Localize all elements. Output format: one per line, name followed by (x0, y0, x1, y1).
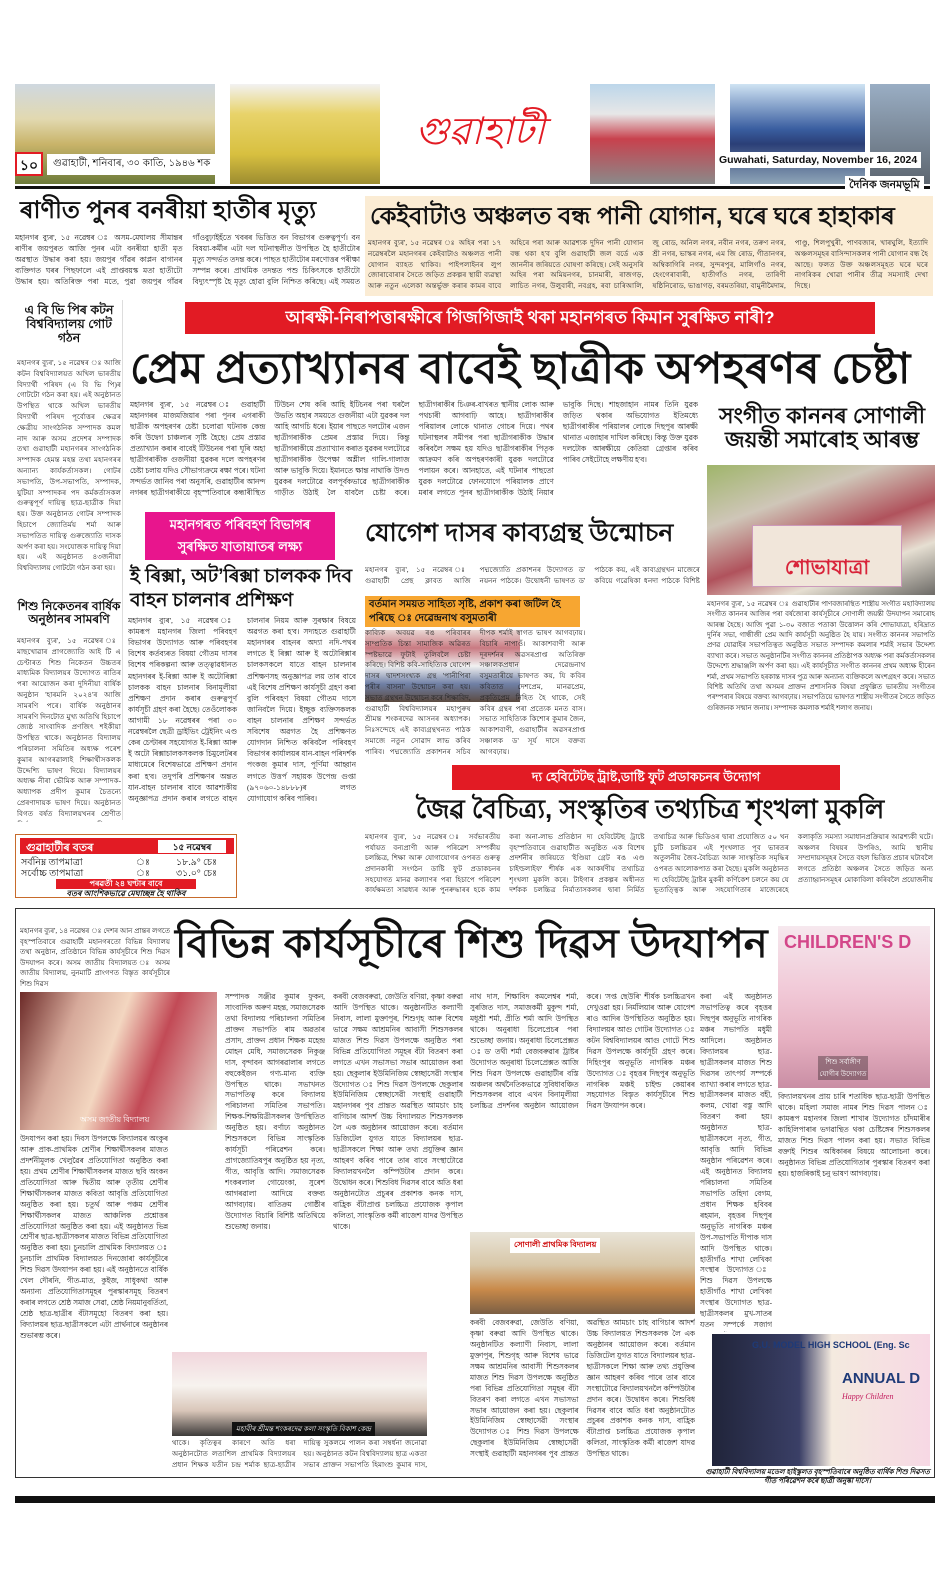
gu-model-school-photo (712, 1334, 930, 1466)
childrens-day-col6: কৰা এই অনুষ্ঠানত সভাপতিত্ব কৰে বৃহত্তৰ দিছপুৰ অনুভূতি নাগৰিক মঞ্চৰ সভাপতি মধুমী আদিলে। অনুষ্ঠানত বিদ্যালয়ৰ ছাত্ৰ-ছাত্ৰীসকলৰ মাজত শিশু দিৱসৰ তাৎপৰ্য সম্পৰ্কে ব্যাখ্যা কৰাৰ লগতে ছাত্ৰ-ছাত্ৰীসকলৰ মাজত বহী, কলম, খোৱা বস্তু আদি বিতৰণ কৰা হয়। অনুষ্ঠানত ছাত্ৰ-ছাত্ৰীসকলে নৃত্য, গীত, আবৃত্তি আদি বিভিন্ন অনুষ্ঠান পৰিৱেশন কৰে। এই অনুষ্ঠানত বিদ্যালয় পৰিচালনা সমিতিৰ সভাপতি তহিদা বেগম, প্ৰধান শিক্ষক হবিবৰ ৰহমান, বৃহত্তৰ দিছপুৰ অনুভূতি নাগৰিক মঞ্চৰ উপ-সভাপতি দীপাক দাস আদি উপস্থিত থাকে। হাতীগাঁও শাখা লেখিকা সংস্থাৰ উদ্যোগত ঃ শিশু দিৱস উপলক্ষে হাতীগাঁও শাখা লেখিকা সংস্থাৰ উদ্যোগত ছাত্ৰ-ছাত্ৰীসকলৰ মুখ-সাতৰ যতন সম্পৰ্কে সজাগ (700, 992, 772, 1330)
childrens-day-col4: নাথ দাস, শিক্ষাবিদ কমলেশ্বৰ শৰ্মা, সুৰজিত দাস, সমাজকৰ্মী মুকুন্দ শৰ্মা, মধুশ্ৰী শৰ্মা, প্ৰীতি শৰ্মা আদি উপস্থিত থাকে। অনুৰাধা চিলেপ্ৰেচৰ পৰা শুভেচ্ছা জনায়। অনুৰাধা চিলেপ্ৰেক্সত ঃ ড' তথী শৰ্মা বেজবৰুৱাৰ ট্ৰাষ্টৰ উদ্যোগত অনুৰাধা চিলেপ্ৰেক্সত আজি শিশু দিৱস উপলক্ষে গুৱাহাটীৰ বস্তি অঞ্চলৰ অৰ্থনৈতিকভাৱে সুবিধাবঞ্চিত শিশুসকলৰ বাবে এখন বিনামূলীয়া চলচ্চিত্ৰ প্ৰদৰ্শনৰ অনুষ্ঠান আয়োজন কৰে। 'সপ্ত ছেউৰি' শীৰ্ষক চলচ্চিত্ৰখন দেখুওৱা হয়। নিৰ্মলিয়াৰ আৰু যোগেশ ৰাও আদিৰ উপস্থিতিত অনুষ্ঠিত হয়। বিদ্যালয়ৰ আগু গোটৰ উদ্যোগত ঃ কটন বিশ্ববিদ্যালয়ৰ আগু গোটে শিশু দিৱস উপলক্ষে কাৰ্যসূচী গ্ৰহণ কৰে। দিহিংপুৰ অনুভূতি নাগৰিক মঞ্চৰ উদ্যোগত ঃ বৃহত্তৰ দিছপুৰ অনুভূতি নাগৰিক মঞ্চই চাইল্ড কেয়াৰৰ সহযোগত বিস্তৃত কাৰ্যসূচীৰে শিশু দিৱস উদযাপন কৰে। (470, 992, 695, 1111)
sangeet-body: মহানগৰ ব্যুৰ', ১৫ নৱেম্বৰ ঃ গুৱাহাটীৰ পাণবজাৰস্থিত শাস্ত্ৰীয় সংগীত মহাবিদ্যালয় সংগীত কাননৰ আজিৰ পৰা বৰ্ষজোৰা কাৰ্যসূচীৰে সোণালী জয়ন্তী উদযাপন সমাৰোহ আৰম্ভ হৈছে। আজি পুৱা ১-৩০ বজাত পতাকা উত্তোলন কৰি শোভাযাত্ৰা, হৰিদ্ৰাত দুৰ্নিৰ সভা, গান্ধীজী প্ৰেম আদি কাৰ্যসূচী অনুষ্ঠিত হৈ যায়। সংগীত কাননৰ সভাপতি প্ৰণৱ যোৱাইৰ সভাপতিত্বত অনুষ্ঠিত সভাত সম্পাদক কমলাৰ শৰ্মাই সভাৰ উদ্দেশ্য ব্যাখ্যা কৰে। সভাত অনুষ্ঠানটিৰ সংগীত কাননৰ প্ৰতিষ্ঠাপক অধ্যক্ষ পৰা কৰ্মকৰ্তাসকলৰ উদ্দেশ্যে শ্ৰদ্ধাঞ্জলি অৰ্পণ কৰা হয়। এই কাৰ্যসূচীত সংগীত কাননৰ প্ৰথম অধ্যক্ষ হীৰেন শৰ্মা, প্ৰথম সভাপতি হৰকান্ত দাসৰ পুত্ৰ আৰু অন্যান্য ব্যক্তিকলে অংশগ্ৰহণ কৰে। সভাত বিশিষ্ট অতিথি তথা অসমৰ প্ৰাক্তন প্ৰশাসনিক বিষয়া প্ৰফুল্লিত ভাৰতীয় সংগীতৰ পৰম্পৰাৰ বিষয়ে বক্তব্য আগবঢ়ায়। সভাপতিয়ে ভাষণত শাস্ত্ৰীয় সংগীতৰ সৈতে জড়িত গুৰিজনক সন্মান জনায়। সম্পাদক কমলাক শৰ্মাই শলাগ জনায়। (707, 601, 935, 712)
yogesh-body: কাব্যিক অবয়ৱ ৰঙ পৰিবাৰৰ সাম্প্ৰতিক চিন্তা সামাজিক অৱিৰত স্পষ্টভাৱে ফুটাই তুলিবলৈ চেষ্টা কৰিছে। বিশিষ্ট কবি-সাহিত্যিক যোগেশ দাসৰ দ্বাদশসংখ্যক গ্ৰন্থ 'পানীপিৰা পৰীৰ বাসনা' উন্মোচন কৰা হয়। সভাত গ্ৰন্থখন উন্মোচন কৰে শিক্ষাবিদ, গুৱাহাটী বিশ্ববিদ্যালয়ৰ মহাপুৰুষ শ্ৰীমন্ত শংকৰদেৱ আসনৰ অধ্যাপক। নিঃসন্দেহে এই কাব্যগ্ৰন্থখনত পাঠক সমাজে নতুন সোৱাদ লাভ কৰিব পাৰিব। পদ্মজ্যোতি প্ৰকাশনৰ সচিব দীপক শৰ্মাই স্বাগত ভাষণ আগবঢ়ায়। বিচাৰি নাপাওঁ। আকাশবাণী আৰু দূৰদৰ্শনৰ অৱসৰপ্ৰাপ্ত অতিৰিক্ত সঞ্চালকপ্ৰধান দেৱেন্দ্ৰনাথ বসুমতাৰীয়ে ভাষণত কয়, যি কবিৰ কবিতাত দেশপ্ৰেম, মানৱপ্ৰেম, প্ৰকৃতিপ্ৰেম নিহিত হৈ থাকে, সেই কবিৰ গ্ৰন্থৰ পৰা প্ৰত্যেক মনত বাস। সভাত সাহিত্যিক কিশোৰ কুমাৰ জৈন, আকাশবাণী, গুৱাহাটীৰ অৱসৰপ্ৰাপ্ত সঞ্চালক ড' সূৰ্য দাসে বক্তব্য আগবঢ়ায়। (365, 629, 586, 756)
forecast-title: পৰৱৰ্তী ২৪ ঘণ্টাৰ বাবে (56, 879, 196, 889)
abduction-body: মহানগৰ ব্যুৰ', ১৫ নৱেম্বৰ ঃ গুৱাহাটী মহানগৰৰ মাজমজিয়াৰ পৰা পুনৰ এগৰাকী ছাত্ৰীক অপহৰণৰ চেষ্টা চলোৱা ঘটনাক কেন্দ্ৰ কৰি উদ্বেগ চাঞ্চল্যৰ সৃষ্টি হৈছে। প্ৰেম প্ৰস্তাৱ প্ৰত্যাখ্যান কৰাৰ বাবেই টিউচনৰ পৰা ঘূৰি অহা ছাত্ৰীগৰাকীক গুজনীয়া যুৱকৰ দলে অপহৰণৰ চেষ্টা চলায় যদিও সৌভাগ্যক্ৰমে ৰক্ষা পৰে। ঘটনা সন্দৰ্ভত জানিব পৰা অনুসৰি, গুৱাহাটীৰ আনন্দ নগৰৰ ছাত্ৰীগৰাকীয়ে বৃহস্পতিবাৰে কন্ধাৰীস্থিত টিউচন শেষ কৰি আহি ইটিচনৰ পৰা ঘৰলৈ উভতি অহাৰ সময়তে গুজনীয়া এটা যুৱকৰ দল আহি আগচি ধৰে। ইয়াৰ পাছতে দলটোৰ এজন ছাত্ৰীগৰাকীক প্ৰেমৰ প্ৰস্তাৱ দিয়ে। কিন্তু ছাত্ৰীগৰাকীয়ে প্ৰত্যাখ্যান কৰাত যুৱকৰ দলটোৱে ছাত্ৰীগৰাকীক উপেক্ষা অশ্লীল গালি-গালাজ আৰু ভাবুকি দিয়ে। ইমানতে ক্ষান্ত নাথাকি উদণ্ড যুৱকৰ দলটোৱে বলপূৰ্বকভাৱে ছাত্ৰীগৰাকীক গাড়ীত উঠাই লৈ যাবলৈ চেষ্টা কৰে। ছাত্ৰীগৰাকীৰ চিঞৰ-বাখৰত স্থানীয় লোক আৰু পথচাৰী আগবাঢ়ি আহে। ছাত্ৰীগৰাকীৰ পৰিয়ালৰ লোকে থানাত গোচৰ দিয়ে। পথৰ ঘটনাস্থলৰ সমীপৰ পৰা ছাত্ৰীগৰাকীক উদ্ধাৰ কৰিবলৈ সক্ষম হয় যদিও ছাত্ৰীগৰাকীৰ পিতৃক আক্ৰমণ কৰি অপহৰণকাৰী যুৱক দলটোৱে পলায়ন কৰে। আনহাতে, এই ঘটনাৰ পাছতো যুৱক দলটোৱে ফোনযোগে পৰিয়ালক প্ৰাণে মৰাৰ লগতে পুনৰ ছাত্ৰীগৰাকীক উঠাই নিয়াৰ ভাবুকি দিছে। শাহজাহান নামৰ তিনি যুৱক জড়িত থকাৰ অভিযোগত ইতিমধ্যে ছাত্ৰীগৰাকীৰ পৰিয়ালৰ লোকে দিছপুৰ আৰক্ষী থানাত এজাহাৰ দাখিল কৰিছে। কিন্তু উক্ত যুৱক দলটোক আৰক্ষীয়ে কেতিয়া গ্ৰেপ্তাৰ কৰিব পাৰিব সেইটোহে লক্ষণীয় হ'ব। (130, 400, 698, 497)
gu-model-school-caption: গুৱাহাটী বিশ্ববিদ্যালয় মডেল হাইস্কুলত বৃহস্পতিবাৰে অনুষ্ঠিত বাৰ্ষিক শিশু দিৱসত গীত পৰিৱেশন কৰে ছাত্ৰী অনুষ্কা দাসে। (705, 1468, 930, 1486)
school-children-photo (20, 992, 217, 1130)
procession-photo (707, 465, 935, 595)
weather-date: ১৫ নৱেম্বৰ (158, 840, 226, 853)
masthead-rule (15, 186, 930, 189)
habitat-banner: দ্য হেবিটেটছ ট্ৰাষ্ট,ডাষ্টি ফুট প্ৰডাকচনৰ উদ্যোগ (452, 765, 840, 790)
page-bottom-rule (15, 1496, 935, 1503)
childrens-day-banner-text: CHILDREN'S D (784, 932, 912, 952)
min-temp-label: সৰ্বনিম্ন তাপমাত্ৰা (21, 858, 83, 868)
primary-school-photo (470, 1232, 695, 1314)
water-body: মহানগৰ ব্যুৰ', ১৫ নৱেম্বৰ ঃ অহিৰ পৰা ১৭ নৱেম্বৰলৈ মহানগৰৰ কেইবাটাও অঞ্চলত পানী যোগান ব্যাহত থাকিব। পাইপলাইনৰ লুপ জোৰাবোৰাৰ সৈতে জড়িত প্ৰকল্পৰ স্থায়ী ব্যৱস্থা আৰু নতুন এলেকা অন্তৰ্ভুক্ত কৰাৰ কামৰ বাবে অহিৰে পৰা আৰু আৱশ্যক দুদিন পানী যোগান বন্ধ থকা হ'ব বুলি গুৱাহাটী জল বৰ্ডে এক জাননীৰ জৰিয়তে ঘোষণা কৰিছে। সেই অনুসৰি অহিৰ পৰা অমিয়নগৰ, চানমাৰী, ৰাজগড়, লাচিত নগৰ, উলুবাৰী, নবগ্ৰহ, ৰবা চাৰিআলি, জু ৰোড, অনিল নগৰ, নবীন নগৰ, তৰুণ নগৰ, শ্ৰী নগৰ, ভাস্কৰ নগৰ, এম জি ৰোড, গীতানগৰ, অম্বিকাগিৰি নগৰ, সুন্দৰপুৰ, মালিগাঁও নগৰ, হেংগেৰাবাৰী, হাতীগাঁও নগৰ, তাৰিণী ষষ্ঠিনিৰোড, ভাঙাগড়, বৰমতৰিয়া, বামুনীমৈদাম, পাণ্ডু, শিলপুখুৰী, পাণবজাৰ, খাৰঘুলি, ইত্যাদি অঞ্চলসমূহৰ বাসিন্দাসকলৰ পানী যোগান বন্ধ হৈ আছে। ফলত উক্ত অঞ্চলসমূহত ঘৰে ঘৰে নাগৰিকৰ খোৱা পানীৰ তীব্ৰ সমস্যাই দেখা দিছে। (368, 239, 928, 291)
masthead-logo: গুৱাহাটী (415, 111, 545, 153)
traffic-photo (870, 84, 930, 184)
railway-station-photo (590, 84, 715, 184)
procession-banner-text: শোভাযাত্ৰা (784, 557, 870, 579)
abvp-body: মহানগৰ ব্যুৰ', ১৫ নৱেম্বৰ ঃ আজি কটন বিশ্ববিদ্যালয়ত অখিল ভাৰতীয় বিদ্যাৰ্থী পৰিষদ (এ বি ভি পি)ৰ গোটটো গঠন কৰা হয়। এই অনুষ্ঠানত উপস্থিত থাকে অখিল ভাৰতীয় বিদ্যাৰ্থী পৰিষদ পূৰ্বোত্তৰ ক্ষেত্ৰৰ ক্ষেত্ৰীয় সাংগঠনিক সম্পাদক কমল নাদ আৰু অসম প্ৰদেশৰ সম্পাদক তথা গুৱাহাটী মহানগৰৰ সাংগঠনিক সম্পাদক হেমন্ত মহন্ত তথা মহানগৰৰ অন্যান্য কাৰ্যকৰ্তাসকল। গোটৰ সভাপতি, উপ-সভাপতি, সম্পাদক, যুটিয়া সম্পাদকৰ পদ কৰ্মকৰ্তাসকল গুৰুত্বপূৰ্ণ দায়িত্ব ছাত্ৰ-ছাত্ৰীক দিয়া হয়। উক্ত অনুষ্ঠানত গোটৰ সম্পাদক হিচাপে জ্যোতিৰ্ময় শৰ্মা আৰু সভাপতিত দায়িত্ব গুৰুজ্যোতি দাসক অৰ্পণ কৰা হয়। সংযোজক দায়িত্ব দিয়া হয়। এই অনুষ্ঠানত ৪৩জনীয়া বিশ্ববিদ্যালয় গোটটো গঠন কৰা হয়। (17, 359, 121, 573)
school-children-label: অসম জাতীয় বিদ্যালয় (80, 1115, 150, 1124)
childrens-day-col1: উদযাপন কৰা হয়। দিবস উপলক্ষে বিদ্যালয়ৰ অংকুৰ আৰু প্ৰাক-প্ৰাথমিক শ্ৰেণীৰ শিক্ষাৰ্থীসকলৰ মাজত প্ৰদৰ্শনীমূলক খেলুৱৈৰ প্ৰতিযোগিতা অনুষ্ঠিত কৰা হয়। প্ৰথম শ্ৰেণীৰ শিক্ষাৰ্থীসকলৰ মাজত ছবি অংকন প্ৰতিযোগিতা আৰু দ্বিতীয় আৰু তৃতীয় শ্ৰেণীৰ শিক্ষাৰ্থীসকলৰ মাজত কবিতা আবৃত্তি প্ৰতিযোগিতা অনুষ্ঠিত কৰা হয়। চতুৰ্থ আৰু পঞ্চম শ্ৰেণীৰ শিক্ষাৰ্থীসকলৰ মাজত আঞ্চলিক প্ৰশ্নোত্তৰ প্ৰতিযোগিতা অনুষ্ঠিত কৰা হয়। এই অনুষ্ঠানত ভিন্ন শ্ৰেণীৰ ছাত্ৰ-ছাত্ৰীসকলৰ মাজত বিভিন্ন প্ৰতিযোগিতা অনুষ্ঠিত কৰা হয়। চুনচালি প্ৰাথমিক বিদ্যালয়ত ঃ চুনচালি প্ৰাথমিক বিদ্যালয়ত দিনজোৰা কাৰ্যসূচীৰে শিশু দিৱস উদযাপন কৰা হয়। এই অনুষ্ঠানতে বাৰ্ষিক খেল দৌৰনি, গীত-মাত, কুইজ, সাধুকথা আৰু অন্যান্য প্ৰতিযোগিতাসমূহৰ পুৰস্কাৰসমূহ বিতৰণ কৰাৰ লগতে শ্ৰেষ্ঠ সমাজ সেৱা, শ্ৰেষ্ঠ নিয়মানুবৰ্তিতা, শ্ৰেষ্ঠ ছাত্ৰ-ছাত্ৰীৰ বঁটাসমূহো বিতৰণ কৰা হয়। বিদ্যালয়ৰ ছাত্ৰ-ছাত্ৰীসকলে এটা প্ৰাৰ্থনাৰে অনুষ্ঠানৰ শুভাৰম্ভ কৰে। (20, 1134, 168, 1340)
water-headline: কেইবাটাও অঞ্চলত বন্ধ পানী যোগান, ঘৰে ঘৰে হাহাকাৰ (370, 203, 895, 230)
weather-title: গুৱাহাটীৰ বতৰ (26, 842, 94, 854)
elephant-body: মহানগৰ ব্যুৰ', ১৫ নৱেম্বৰ ঃ অসম-মেঘালয় সীমান্তৰ ৰাণীৰ জয়পুৰত আজি পুনৰ এটা বনৰীয়া হাতী মৃত অৱস্থাত উদ্ধাৰ কৰা হয়। জয়পুৰ গাঁৱৰ কাপ্লন বাগানৰ ব্যক্তিগত ঘৰৰ পিছফালে এই প্ৰাপ্তবয়স্ক মতা হাতীটো উদ্ধাৰ হয়। অতিৰিক্ত পৰা মতে, পুৱা জয়পুৰ গাঁৱৰ গাঁওবুঢ়াইহঁতে খবৰৰ ভিত্তিত বন বিভাগৰ গুৰুত্বপূৰ্ণ। বন বিষয়া-কৰ্মীৰ এটা দল ঘটনাস্থলীত উপস্থিত হৈ হাতীটোৰ মৃত্যু সন্দৰ্ভত তদন্ত কৰে। পাছত হাতীটোৰ মৰণোত্তৰ পৰীক্ষা সম্পন্ন কৰে। প্ৰাথমিক তদন্তত পশু চিকিৎসকে হাতীটো বিদ্যুৎস্পৃষ্ট হৈ মৃত্যু হোৱা বুলি নিশ্চিত কৰিছে। এই সময়ত (15, 233, 360, 287)
mahabir-event-photo (172, 1352, 427, 1436)
yogesh-body-top: মহানগৰ ব্যুৰ', ১৫ নৱেম্বৰ ঃ গুৱাহাটী প্ৰেছ ক্লাবত আজি পদ্মজ্যোতি প্ৰকাশনৰ উদ্যোগত ড' নয়নন পাঠকে। উদ্বোধনী ভাষণত ড' পাঠকে কয়, এই কাব্যগ্ৰন্থখন মাজেৰে কবিয়ে গৱেষিকা ধনদা পাঠকে বিশিষ্ট (365, 566, 700, 585)
date-english: Guwahati, Saturday, November 16, 2024 (715, 152, 921, 168)
childrens-day-col2b: থাকে। কৃতিত্বৰ কাৰণে অতি ধৰা অনুষ্ঠানটোত লতাশিল প্ৰাথমিক বিদ্যালয়ৰ প্ৰধান শিক্ষক যতীন চন্দ্ৰ শৰ্মাক ছাত্ৰ-ছাত্ৰীৰ দায়িত্ব সুকলমে পালন কৰা সম্বৰ্ধনা জনোৱা হয়। অনুষ্ঠানত কটন বিশ্ববিদ্যালয় ছাত্ৰ একতা সভাৰ প্ৰাক্তন সভাপতি হিমাংশু কুমাৰ দাস, (172, 1439, 427, 1469)
nursery-headline: শিশু নিকেতনৰ বাৰ্ষিক অনুষ্ঠানৰ সামৰণি (17, 599, 121, 627)
university-gate-photo (230, 84, 380, 184)
mahabir-photo-caption: মহাবীৰ শ্ৰীমন্ত শংকৰদেৱ কলা সংস্কৃতি বিকাশ কেন্দ্ৰ (232, 1422, 375, 1436)
masthead (15, 84, 930, 184)
childrens-day-intro: মহানগৰ ব্যুৰ', ১৪ নৱেম্বৰ ঃ দেশৰ আন প্ৰান্তৰ লগতে বৃহস্পতিবাৰে গুৱাহাটী মহানগৰতো বিভিন্ন বিদ্যালয় তথা অনুষ্ঠান, প্ৰতিষ্ঠানে বিভিন্ন কাৰ্যসূচীৰে শিশু দিৱস উদযাপন কৰে। অসম জাতীয় বিদ্যালয়ত ঃ অসম জাতীয় বিদ্যালয়, নুনমাটি প্ৰাংগণত বিস্তৃত কাৰ্যসূচীৰে শিশু দিৱস (20, 927, 170, 988)
transport-box (145, 512, 335, 560)
childrens-day-col2: সম্পাদক সঞ্জীৱ কুমাৰ ফুকন, সাংবাদিক অৰুণ মহন্ত, সমাজসেৱক তথা বিদ্যালয় পৰিচালনা সমিতিৰ প্ৰাক্তন সভাপতি ৰাম অৱতাৰ প্ৰসাদ, প্ৰাক্তন প্ৰধান শিক্ষক মহেন্দ্ৰ মোহন মেধি, সমাজসেৱক নিকুঞ্জ দাস, বৃন্দাবন আগৰৱালাৰ লগতে বহুকেইজন গণ্য-মান্য ব্যক্তি উপস্থিত থাকে। সভাখনত সভাপতিত্ব কৰে বিদ্যালয় পৰিচালনা সমিতিৰ সভাপতি। শিক্ষক-শিক্ষয়িত্ৰীসকলৰ উপস্থিতিত অনুষ্ঠিত হয়। বৰ্ণাঢ্য অনুষ্ঠানত শিশুসকলে বিভিন্ন সাংস্কৃতিক কাৰ্যসূচী পৰিৱেশন কৰে। প্ৰাগজ্যোতিষপুৰ অনুষ্ঠিত হয় নৃত্য, গীত, আবৃত্তি আদি। সমাজসেৱক শংকৰলাল গোয়েংকা, সুৰেশ আগৰৱালা আদিয়ে বক্তব্য আগবঢ়ায়। বাতিক্ৰম গোষ্ঠীৰ উদ্যোগত বিচাৰি বিশিষ্ট অতিথিয়ে শুভেচ্ছা জনায়। (225, 992, 325, 1231)
childrens-day-headline: বিভিন্ন কাৰ্যসূচীৰে শিশু দিৱস উদযাপন (175, 922, 768, 966)
erickshaw-headline: ই ৰিক্সা, অটʼৰিক্সা চালকক দিব বাহন চালনাৰ প্ৰশিক্ষণ (130, 566, 353, 611)
childrens-day-col3: কৰবী বেজবৰুৱা, জেউতি বণিয়া, কৃষ্ণা বৰুৱা আদি উপস্থিত থাকে। অনুষ্ঠানটিত কল্যাণী নিবাস, লালা মুক্তাপুৰ, শিশুগৃহ আৰু বিশেষ ভাৱে সক্ষম আশ্ৰমনিৰ আবাসী শিশুসকলৰ মাজত শিশু দিৱস উপলক্ষে অনুষ্ঠিত পৰা বিভিন্ন প্ৰতিযোগিতা সমূহৰ বঁটা বিতৰণ কৰা লগতে এখন সভাসভা সভাৰ আয়োজন কৰা হয়। ছেকুলাৰ ইউমিনিজিম স্বেচ্ছাসেৱী সংস্থাৰ উদ্যোগত ঃ শিশু দিৱস উপলক্ষে ছেকুলাৰ ইউমিনিজিম স্বেচ্ছাসেৱী সংস্থাই গুৱাহাটী মহানগৰৰ পুব প্ৰান্তত অৱস্থিত আমচাং চাহ বাগিচাৰ আদৰ্শ উচ্চ বিদ্যালয়ত শিশুসকলক লৈ এক অনুষ্ঠানৰ আয়োজন কৰে। বৰ্তমান ডিজিটেল যুগত যাতে বিদ্যালয়ৰ ছাত্ৰ-ছাত্ৰীসকলে শিক্ষা আৰু তথ্য প্ৰযুক্তিৰ জ্ঞান আহৰণ কৰিব পাৰে তাৰ বাবে সংস্থাটোৱে বিদ্যালয়খনলৈ কম্পিউটাৰ প্ৰদান কৰে। উদ্বোধন কৰে। শিশুবিধ দিৱসৰ বাবে অতি ধৰা অনুষ্ঠানটোত প্ৰচুৰৰ প্ৰকাশক কনক দাস, বাহ্ৰিক বঁটাপ্ৰাপ্ত চলচ্চিত্ৰ প্ৰযোজক কৃপাল কলিতা, সাংস্কৃতিক কৰ্মী ৰাজেশ যাদৱ উপস্থিত থাকে। (333, 992, 463, 1231)
date-local: গুৱাহাটী, শনিবাৰ, ৩০ কাতি, ১৯৪৬ শক (47, 154, 216, 175)
max-temp-value: ৩১.০° চেঃ (176, 869, 218, 879)
school-name-text: G.U. MODEL HIGH SCHOOL (Eng. Sc (752, 1340, 910, 1350)
min-temp-colon: ঃ (136, 858, 150, 868)
yogesh-headline: যোগেশ দাসৰ কাব্যগ্ৰন্থ উন্মোচন (365, 519, 674, 547)
erickshaw-body: মহানগৰ ব্যুৰ', ১৫ নৱেম্বৰ ঃ কামৰূপ মহানগৰ জিলা পৰিবহণ বিভাগৰ উদ্যোগত আৰু পৰিবহণৰ বিশেষ কৰ্তব্যৰত বিষয়া গৌতম দাসৰ বিশেষ পৰিকল্পনা আৰু তত্ত্বাৱধানত মহানগৰৰ ই-ৰিক্সা আৰু ই অটোৰিক্সা চালকক বাহন চালনাৰ বিনামূলীয়া প্ৰশিক্ষণ প্ৰদান কৰাৰ গুৰুত্বপূৰ্ণ কাৰ্যসূচী গ্ৰহণ কৰা হৈছে। তেওঁলোকক আগামী ১৮ নৱেম্বৰৰ পৰা ৩০ নৱেম্বৰলৈ ছেত্ৰী ড্ৰাইভিং ট্ৰেইনিং এণ্ড কেৰ চেণ্টাৰৰ সহযোগত ই-ৰিক্সা আৰু ই অটো ৰিক্সাচালকসকলক চিমুলেটৰৰ মাধ্যমেৰে বিশেষভাৱে প্ৰশিক্ষণ প্ৰদান কৰা হ'ব। তদুপৰি প্ৰশিক্ষণৰ অন্তত যান-বাহন চালনাৰ বাবে আৱশ্যকীয় অনুজ্ঞাপত্ৰ প্ৰদান কৰাৰ লগতে বাহন চালনাৰ নিয়ম আৰু সুৰক্ষাৰ বিষয়ে অৱগত কৰা হ'ব। সদ্যহতে গুৱাহাটী মহানগৰৰ বাহনৰ অদ্যা নদি-পথৰ লগতে ই ৰিক্সা আৰু ই অটোৰিক্সাৰ চালকসকলে যাতে বাহন চালনাৰ প্ৰশিক্ষণসহ অনুজ্ঞাপত্ৰ লয় তাৰ বাবে এই বিশেষ প্ৰশিক্ষণ কাৰ্যসূচী গ্ৰহণ কৰা বুলি পৰিবহণ বিষয়া গৌতম দাসে জানিবলৈ দিয়ে। ইচ্ছুক ব্যক্তিসকলক বাহন চালনাৰ প্ৰশিক্ষণ সন্দৰ্ভত সবিশেষ অৱগত হৈ প্ৰশিক্ষণত যোগদান নিশ্চিত কৰিবলৈ পৰিবহণ বিভাগৰ কাৰ্যালয়ৰ যান-বাহন পৰিদৰ্শক পংকজ কুমাৰ দাস, পূৰ্ণিমা আহ্বান লগতে উত্তৰ্প সহায়ক উপেন্দ্ৰ গুপ্তা (৯৭০৬০-১৪৮৮৮)ৰ লগত যোগাযোগ কৰিব পাৰিব। (128, 616, 356, 803)
annual-day-text: ANNUAL D (842, 1370, 921, 1387)
primary-school-label: সোণালী প্ৰাথমিক বিদ্যালয় (510, 1238, 600, 1253)
abvp-headline: এ বি ভি পিৰ কটন বিশ্ববিদ্যালয় গোট গঠন (24, 303, 114, 345)
childrens-day-col4b: কৰবী বেজবৰুৱা, জেউতি বণিয়া, কৃষ্ণা বৰুৱা আদি উপস্থিত থাকে। অনুষ্ঠানটিত কল্যাণী নিবাস, লালা মুক্তাপুৰ, শিশুগৃহ আৰু বিশেষ ভাৱে সক্ষম আশ্ৰমনিৰ আবাসী শিশুসকলৰ মাজত শিশু দিৱস উপলক্ষে অনুষ্ঠিত পৰা বিভিন্ন প্ৰতিযোগিতা সমূহৰ বঁটা বিতৰণ কৰা লগতে এখন সভাসভা সভাৰ আয়োজন কৰা হয়। ছেকুলাৰ ইউমিনিজিম স্বেচ্ছাসেৱী সংস্থাৰ উদ্যোগত ঃ শিশু দিৱস উপলক্ষে ছেকুলাৰ ইউমিনিজিম স্বেচ্ছাসেৱী সংস্থাই গুৱাহাটী মহানগৰৰ পুব প্ৰান্তত অৱস্থিত আমচাং চাহ বাগিচাৰ আদৰ্শ উচ্চ বিদ্যালয়ত শিশুসকলক লৈ এক অনুষ্ঠানৰ আয়োজন কৰে। বৰ্তমান ডিজিটেল যুগত যাতে বিদ্যালয়ৰ ছাত্ৰ-ছাত্ৰীসকলে শিক্ষা আৰু তথ্য প্ৰযুক্তিৰ জ্ঞান আহৰণ কৰিব পাৰে তাৰ বাবে সংস্থাটোৱে বিদ্যালয়খনলৈ কম্পিউটাৰ প্ৰদান কৰে। উদ্বোধন কৰে। শিশুবিধ দিৱসৰ বাবে অতি ধৰা অনুষ্ঠানটোত প্ৰচুৰৰ প্ৰকাশক কনক দাস, বাহ্ৰিক বঁটাপ্ৰাপ্ত চলচ্চিত্ৰ প্ৰযোজক কৃপাল কলিতা, সাংস্কৃতিক কৰ্মী ৰাজেশ যাদৱ উপস্থিত থাকে। (470, 1318, 695, 1459)
forecast-text: বতৰ আংশিকভাৱে মেঘাচ্ছন্ন হৈ থাকিব (66, 889, 186, 898)
childrens-day-col7: বিদ্যালয়খনৰ প্ৰায় চাৰি শতাধিক ছাত্ৰ-ছাত্ৰী উপস্থিত থাকে। মহিলা সমাজ নামৰ শিশু দিৱস পালন ঃ কামৰূপ মহানগৰ জিলা শাখাৰ উদ্যোগত চাঁদমাৰীৰ কাহিলিপাৰাৰ ভগৱান্থিত থকা চেষ্টিঙ্গেৰ শিশুসকলৰ মাজত শিশু দিৱস পালন কৰা হয়। সভাত বিভিন্ন বক্তাই শিশুৰ অধিকাৰৰ বিষয়ে আলোচনা কৰে। অনুষ্ঠানত বিভিন্ন প্ৰতিযোগিতাৰ পুৰস্কাৰ বিতৰণ কৰা হয়। হাজৰিকাই চনু ভাষণ আগবঢ়ায়। (778, 1092, 930, 1178)
paper-name: দৈনিক জনমভূমি (845, 176, 924, 195)
habitat-headline: জৈৱ বৈচিত্ৰ্য, সংস্কৃতিৰ তথ্যচিত্ৰ শৃংখলা মুকলি (415, 794, 885, 824)
bridge-photo (730, 84, 865, 184)
max-temp-colon: ঃ (136, 869, 150, 879)
min-temp-value: ১৮.৯° চেঃ (176, 858, 218, 868)
sangeet-headline: সংগীত কাননৰ সোণালী জয়ন্তী সমাৰোহ আৰম্ভ (718, 403, 926, 453)
transport-box-line1: মহানগৰত পৰিবহণ বিভাগৰ (169, 517, 311, 532)
elephant-headline: ৰাণীত পুনৰ বনৰীয়া হাতীৰ মৃত্যু (20, 197, 317, 224)
childrens-day-event-photo (778, 926, 930, 1088)
abduction-headline: প্ৰেম প্ৰত্যাখ্যানৰ বাবেই ছাত্ৰীক অপহৰণৰ চেষ্টা (130, 345, 911, 393)
nursery-body: মহানগৰ ব্যুৰ', ১৫ নৱেম্বৰ ঃ মাছখোৱাৰ প্ৰাগজ্যোতি আই টি এ চেণ্টাৰত শিশু নিকেতন উচ্চতৰ মাধ্যমিক বিদ্যালয়ৰ উদ্যোগত ৰাতিৰ পৰা আয়োজন কৰা দুদিনীয়া বাৰ্ষিক অনুষ্ঠান 'হাৰমনি ২০২৪'ৰ আজি সামৰণি পৰে। বাৰ্ষিক অনুষ্ঠানৰ সামৰণি দিনটোত মুখ্য অতিথি হিচাপে জ্যেষ্ঠ সাংবাদিক প্ৰণজিৎ শইকীয়া উপস্থিত থাকে। অনুষ্ঠানত বিদ্যালয় পৰিচালনা সমিতিৰ অধ্যক্ষ পৰেশ কুমাৰ আগৰৱালাই শিক্ষাৰ্থীসকলক উদ্দেশ্যি ভাষণ দিয়ে। বিদ্যালয়ৰ অধ্যক্ষ নীৰা ভৌমিক আৰু সম্পাদক-অধ্যাপক প্ৰদীপ কুমাৰ চৈতন্যে প্ৰেৰণাদায়ক ভাষণ দিয়ে। অনুষ্ঠানত বিগত বৰ্ষত বিদ্যালয়খনৰ শ্ৰেণীত (17, 637, 121, 818)
weather-box (15, 834, 237, 898)
page-number: ১০ (15, 152, 43, 176)
happy-children-text: Happy Children (842, 1392, 894, 1401)
habitat-body: মহানগৰ ব্যুৰ', ১৫ নৱেম্বৰ ঃ সৰ্বভাৰতীয় পৰ্যায়ত বন্যপ্ৰাণী আৰু পৰিৱেশ সম্পৰ্কীয় চলচ্চিত্ৰ, শিক্ষা আৰু যোগাযোগৰ ওপৰত গুৰুত্ব প্ৰদানকাৰী সংগঠন ডাষ্টি ফুট প্ৰডাকচনৰ সহযোগত মানৱ কল্যাণৰ পৰা হিচাপে পৰিবেশ কাৰ্যক্ষমতা সাৱধ্যৰ আৰু পুনৰুদ্ধাৰৰ হকে কাম কৰা অনা-লাভ প্ৰতিষ্ঠান দ্য হেবিটেটছ ট্ৰাষ্টে বৃহস্পতিবাৰে গুৱাহাটীত অনুষ্ঠিত এক বিশেষ প্ৰদৰ্শনীৰ জৰিয়তে 'ইণ্ডিয়া গ্ৰেট ৰঙ এণ্ড চাইল্ডলাইফ' শীৰ্ষক এক আকৰ্ষণীয় তথ্যচিত্ৰ শৃংখলা মুকলি কৰে। টাইগাৰ প্ৰকল্পৰ অধীনত দৰ্শকক চলচ্চিত্ৰ নিৰ্মাতাসকলৰ দ্বাৰা নিৰ্মিত তথ্যচিত্ৰ আৰু ভিডিওৰ দ্বাৰা প্ৰযোজিত ৫০ খন চুটি চলচ্চিত্ৰৰ এই শৃংখলাত পূব ভাৰতৰ অতুলনীয় জৈব-বৈচিত্ৰ্য আৰু সাংস্কৃতিক সমৃদ্ধিৰ ওপৰত আলোকপাত কৰা হৈছে। মুকলি অনুষ্ঠানত দ্য হেবিটেটছ ট্ৰাষ্টৰ মুকৰী কৰ্ণিকেশ চলনে কয় যে ভূতাত্ত্বিক আৰু সহযোগিতাৰ মাজেৰেহে কলাকৃতি সমস্যা সমাধানপ্ৰক্ৰিয়াৰ আৱশ্যকী ঘটে। অঞ্চলৰ বিষয়ৰ উপৰিও, আমি স্থানীয় সম্প্ৰদায়সমূহৰ সৈতে বহল ভিত্তিত প্ৰচাৰ ঘটাবলৈ লগতে প্ৰতিষ্ঠা অঞ্চলৰ সৈতে জড়িত অন্য প্ৰত্যাহ্বানসমূহৰ মোকাবিলা কৰিবলৈ প্ৰয়োজনীয় (365, 833, 933, 895)
yogesh-subhead: বৰ্তমান সময়ত সাহিত্য সৃষ্টি, প্ৰকাশ কৰা জটিল হৈ পৰিছে ঃ দেৱেন্দ্ৰনাথ বসুমতাৰী (365, 596, 580, 627)
max-temp-label: সৰ্বোচ্চ তাপমাত্ৰা (21, 869, 84, 879)
childrens-day-photo-label: শিশু সৰ্বাঙ্গীণ যোগীৰ উদ্যোগত (819, 1058, 867, 1078)
transport-box-line2: সুৰক্ষিত যাতায়াতৰ লক্ষ্য (177, 539, 303, 554)
safety-banner: আৰক্ষী-নিৰাপত্তাৰক্ষীৰে গিজগিজাই থকা মহানগৰত কিমান সুৰক্ষিত নাৰী? (185, 302, 875, 334)
